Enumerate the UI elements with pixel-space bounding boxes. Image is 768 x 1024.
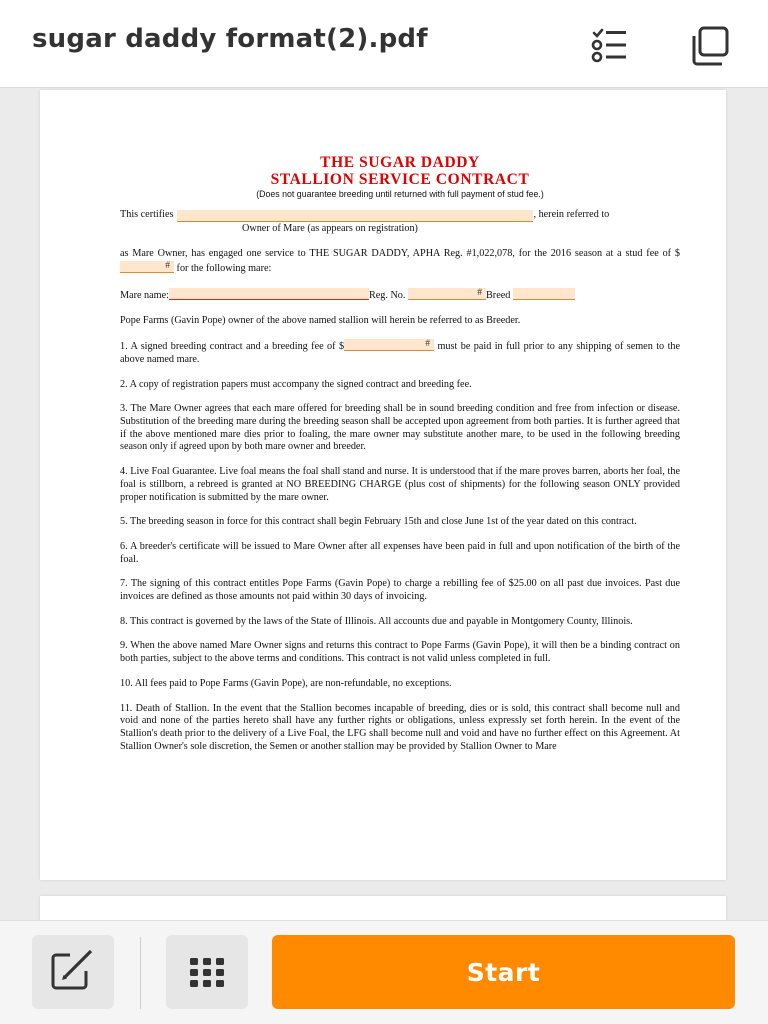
pdf-page (40, 90, 726, 880)
certifies-label: This certifies (120, 209, 174, 220)
contract-subtitle: (Does not guarantee breeding until returned with full payment of stud fee.) (256, 189, 544, 199)
owner-name-field[interactable] (177, 210, 533, 222)
bottom-toolbar (0, 920, 768, 1024)
hash-mark: # (477, 287, 482, 298)
contract-title-line1: THE SUGAR DADDY (320, 154, 480, 171)
pdf-viewer[interactable] (0, 88, 768, 920)
clause-11: 11. Death of Stallion. In the event that the Stallion becomes incapable of breeding, dies or is sold, this contract shall become null and void and none of the parties hereto shall have any further rights or obligations, unless expressly set forth herein. In the event of the Stallion's death prior to the delivery of a Live Foal, the LFG shall become null and void and have no further effect on this Agreement. At Stallion Owner's sole discretion, the Semen or another stallion may be provided by Stallion Owner to Mare (120, 702, 680, 752)
edit-icon (32, 935, 114, 1009)
hash-mark: # (425, 339, 431, 350)
engagement-paragraph (120, 248, 680, 275)
owner-caption: Owner of Mare (as appears on registration) (242, 222, 418, 234)
reg-no-field[interactable] (408, 288, 486, 300)
copy-pages-icon[interactable] (688, 24, 732, 68)
grid-icon (166, 935, 248, 1009)
breed-label: Breed (486, 289, 511, 301)
breeding-fee-field[interactable] (344, 339, 434, 351)
stud-fee-field[interactable] (120, 261, 174, 273)
herein-referred-text: , herein referred to (533, 209, 610, 220)
clause-1-text: 1. A signed breeding contract and a breeding fee of $ (120, 341, 345, 353)
mare-name-label: Mare name: (120, 289, 169, 301)
clause-2: 2. A copy of registration papers must accompany the signed contract and breeding fee. (120, 378, 472, 390)
clause-10: 10. All fees paid to Pope Farms (Gavin Pope), are non-refundable, no exceptions. (120, 677, 452, 689)
clause-1-text-end: must be paid in full prior to any shipping of semen to the above named mare. (120, 341, 681, 365)
hash-mark: # (165, 261, 170, 272)
engagement-text: as Mare Owner, has engaged one service to THE SUGAR DADDY, APHA Reg. #1,022,078, for the 2016 season at a stud fee of $ (120, 248, 680, 260)
mare-name-field[interactable] (169, 288, 369, 300)
clause-8: 8. This contract is governed by the laws of the State of Illinois. All accounts due and payable in Montgomery County, Illinois. (120, 615, 633, 627)
reg-no-label: Reg. No. (368, 289, 406, 301)
toolbar-divider (140, 937, 141, 1009)
document-title: sugar daddy format(2).pdf (32, 24, 428, 54)
grid-button[interactable] (166, 935, 248, 1009)
breed-field[interactable] (513, 288, 575, 300)
clause-1 (120, 339, 680, 366)
edit-button[interactable] (32, 935, 114, 1009)
mare-info-line (120, 288, 680, 303)
engagement-text-end: for the following mare: (174, 263, 272, 275)
clause-4: 4. Live Foal Guarantee. Live foal means the foal shall stand and nurse. It is understood that if the mare proves barren, aborts her foal, the foal is stillborn, a rebreed is granted at NO BREEDING CHARGE (plus cost of shipments) for the following season ONLY provided proper notification is submitted by the mare owner. (120, 466, 680, 503)
top-bar (0, 0, 768, 88)
contract-document (120, 154, 680, 753)
pdf-page-next (40, 896, 726, 920)
clause-5: 5. The breeding season in force for this contract shall begin February 15th and close June 1st of the year dated on this contract. (120, 516, 637, 528)
clause-7: 7. The signing of this contract entitles Pope Farms (Gavin Pope) to charge a rebilling fee of $25.00 on all past due invoices. Past due invoices are defined as those amounts not paid within 30 days of invoicing. (120, 578, 680, 603)
list-icon[interactable] (588, 24, 632, 68)
breeder-paragraph: Pope Farms (Gavin Pope) owner of the above named stallion will herein be referred to as Breeder. (120, 314, 521, 326)
contract-title-line2: STALLION SERVICE CONTRACT (270, 171, 530, 188)
clause-9: 9. When the above named Mare Owner signs and returns this contract to Pope Farms (Gavin Pope), it will then be a binding contract on both parties, subject to the above terms and conditions. This contract is not valid unless completed in full. (120, 640, 680, 665)
clause-3: 3. The Mare Owner agrees that each mare offered for breeding shall be in sound breeding condition and free from infection or disease. Substitution of the breeding mare during the breeding season shall be accepted upon agreement from both parties. It is further agreed that if the above mentioned mare dies prior to foaling, the mare owner may substitute another mare, to be used in the following breeding season only if agreed upon by both mare owner and breeder. (120, 403, 680, 453)
start-button[interactable]: Start (272, 935, 735, 1009)
clause-6: 6. A breeder's certificate will be issued to Mare Owner after all expenses have been paid in full and upon notification of the birth of the foal. (120, 540, 680, 565)
certifies-line (120, 209, 680, 222)
